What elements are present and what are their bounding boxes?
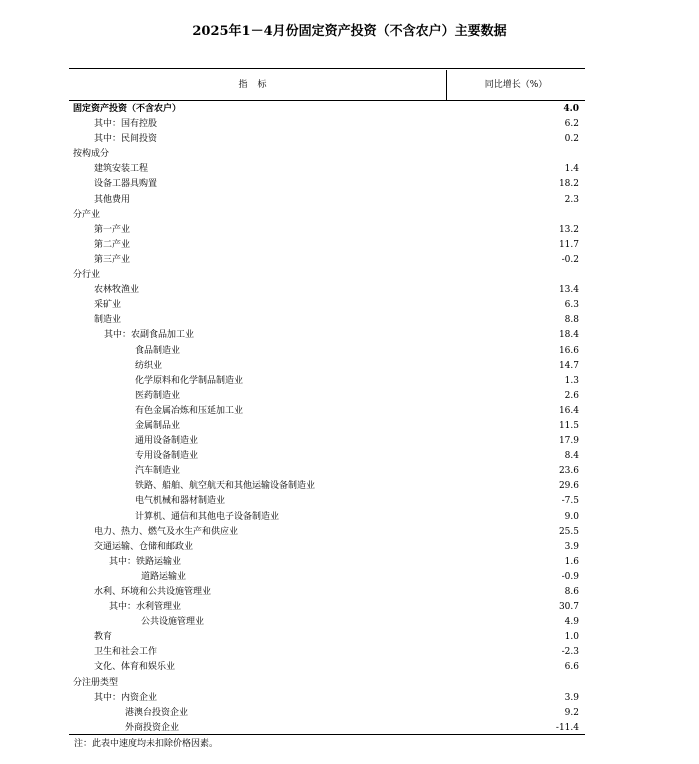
table-row bbox=[69, 298, 585, 313]
row-value: 29.6 bbox=[558, 481, 579, 492]
row-value: 16.4 bbox=[558, 405, 579, 416]
row-value: -0.2 bbox=[561, 254, 579, 265]
table-row bbox=[69, 147, 585, 162]
table-row bbox=[69, 389, 585, 404]
table-row bbox=[69, 117, 585, 132]
table-note: 注：此表中速度均未扣除价格因素。 bbox=[74, 739, 219, 749]
table-bottom-rule bbox=[69, 734, 585, 735]
page-title: 2025年1－4月份固定资产投资（不含农户）主要数据 bbox=[192, 24, 507, 39]
row-label: 其中：农副食品加工业 bbox=[104, 330, 195, 341]
row-value: 6.3 bbox=[564, 300, 579, 311]
table-row bbox=[69, 419, 585, 434]
row-value: 14.7 bbox=[558, 360, 579, 371]
table-row bbox=[69, 238, 585, 253]
row-label: 道路运输业 bbox=[141, 571, 187, 582]
row-value: 1.6 bbox=[564, 556, 579, 567]
header-indicator: 指标 bbox=[238, 80, 277, 90]
row-value: 16.6 bbox=[558, 345, 579, 356]
row-label: 纺织业 bbox=[135, 360, 163, 371]
table-row bbox=[69, 494, 585, 509]
row-value: -11.4 bbox=[555, 722, 579, 733]
table-row bbox=[69, 177, 585, 192]
table-row bbox=[69, 404, 585, 419]
row-label: 外商投资企业 bbox=[125, 722, 180, 733]
table-row bbox=[69, 630, 585, 645]
row-label: 化学原料和化学制品制造业 bbox=[135, 375, 244, 386]
row-value: 9.2 bbox=[564, 707, 579, 718]
row-label: 制造业 bbox=[94, 315, 122, 326]
table-row bbox=[69, 585, 585, 600]
row-value: 8.6 bbox=[564, 587, 579, 597]
table-row bbox=[69, 706, 585, 721]
row-label: 分注册类型 bbox=[73, 677, 119, 688]
row-label: 其中：民间投资 bbox=[94, 134, 158, 145]
row-label: 电气机械和器材制造业 bbox=[135, 496, 226, 507]
table-row bbox=[69, 479, 585, 494]
row-label: 其中：水利管理业 bbox=[109, 602, 182, 613]
row-value: 23.6 bbox=[558, 466, 579, 477]
row-label: 分行业 bbox=[73, 270, 101, 281]
row-value: 6.2 bbox=[564, 119, 579, 130]
row-label: 第一产业 bbox=[94, 224, 131, 235]
row-label: 汽车制造业 bbox=[135, 466, 181, 477]
row-label: 食品制造业 bbox=[135, 345, 181, 356]
table-row bbox=[69, 434, 585, 449]
row-value: 13.2 bbox=[558, 224, 579, 235]
row-value: 8.8 bbox=[564, 315, 579, 326]
table-row bbox=[69, 660, 585, 675]
row-label: 交通运输、仓储和邮政业 bbox=[94, 541, 194, 552]
row-value: 1.3 bbox=[564, 375, 579, 386]
row-value: 9.0 bbox=[564, 511, 579, 522]
row-label: 农林牧渔业 bbox=[94, 285, 140, 296]
row-label: 设备工器具购置 bbox=[94, 179, 158, 190]
row-value: 18.4 bbox=[558, 330, 579, 341]
row-value: -7.5 bbox=[561, 496, 579, 507]
row-label: 专用设备制造业 bbox=[135, 451, 199, 462]
row-value: 1.4 bbox=[564, 164, 579, 175]
table-row bbox=[69, 283, 585, 298]
row-value: -2.3 bbox=[561, 647, 579, 658]
row-value: 3.9 bbox=[564, 692, 579, 703]
row-label: 分产业 bbox=[73, 209, 101, 220]
row-value: 13.4 bbox=[558, 285, 579, 296]
row-value: -0.9 bbox=[561, 571, 579, 582]
row-label: 其中：国有控股 bbox=[94, 119, 158, 130]
row-value: 18.2 bbox=[558, 179, 579, 190]
row-value: 6.6 bbox=[564, 662, 579, 673]
table-row bbox=[69, 328, 585, 343]
table-row bbox=[69, 555, 585, 570]
table-header bbox=[69, 70, 585, 101]
row-label: 第二产业 bbox=[94, 239, 131, 250]
row-value: 1.0 bbox=[564, 632, 579, 643]
row-value: 2.6 bbox=[564, 390, 579, 401]
row-value: 11.7 bbox=[558, 239, 579, 250]
row-label: 教育 bbox=[94, 632, 113, 643]
table-row bbox=[69, 600, 585, 615]
row-label: 第三产业 bbox=[94, 254, 131, 265]
row-value: 0.2 bbox=[564, 134, 579, 145]
table-row bbox=[69, 676, 585, 691]
row-label: 卫生和社会工作 bbox=[94, 647, 158, 658]
table-row bbox=[69, 102, 585, 117]
row-label: 电力、热力、燃气及水生产和供应业 bbox=[94, 526, 239, 537]
table-row bbox=[69, 510, 585, 525]
row-label: 其他费用 bbox=[94, 194, 131, 205]
table-row bbox=[69, 344, 585, 359]
row-value: 2.3 bbox=[564, 194, 579, 205]
table-row bbox=[69, 449, 585, 464]
row-label: 文化、体育和娱乐业 bbox=[94, 662, 176, 673]
table-row bbox=[69, 268, 585, 283]
row-label: 有色金属冶炼和压延加工业 bbox=[135, 405, 244, 416]
header-growth: 同比增长（%） bbox=[484, 80, 548, 90]
row-label: 固定资产投资（不含农户） bbox=[73, 104, 182, 114]
row-label: 金属制品业 bbox=[135, 420, 181, 431]
row-value: 8.4 bbox=[564, 451, 579, 462]
row-value: 4.9 bbox=[564, 617, 579, 628]
row-label: 公共设施管理业 bbox=[141, 617, 205, 628]
row-label: 计算机、通信和其他电子设备制造业 bbox=[135, 511, 280, 522]
row-value: 17.9 bbox=[558, 436, 579, 447]
table-row bbox=[69, 570, 585, 585]
table-row bbox=[69, 540, 585, 555]
table-row bbox=[69, 208, 585, 223]
table-row bbox=[69, 464, 585, 479]
row-value: 4.0 bbox=[563, 104, 579, 114]
row-value: 30.7 bbox=[558, 602, 579, 613]
row-label: 港澳台投资企业 bbox=[125, 707, 189, 718]
row-value: 11.5 bbox=[558, 420, 579, 431]
table-row bbox=[69, 132, 585, 147]
row-label: 其中：内资企业 bbox=[94, 692, 158, 703]
table-header-rule bbox=[69, 100, 585, 101]
row-label: 其中：铁路运输业 bbox=[109, 556, 182, 567]
row-label: 按构成分 bbox=[73, 149, 110, 160]
row-label: 医药制造业 bbox=[135, 390, 181, 401]
row-label: 铁路、船舶、航空航天和其他运输设备制造业 bbox=[135, 481, 316, 492]
table-row bbox=[69, 525, 585, 540]
table-body bbox=[69, 102, 585, 736]
table-row bbox=[69, 162, 585, 177]
row-label: 通用设备制造业 bbox=[135, 436, 199, 447]
table-row bbox=[69, 691, 585, 706]
table-row bbox=[69, 374, 585, 389]
table-row bbox=[69, 313, 585, 328]
table-row bbox=[69, 253, 585, 268]
row-label: 建筑安装工程 bbox=[94, 164, 149, 175]
row-value: 25.5 bbox=[558, 526, 579, 537]
table-top-rule bbox=[69, 68, 585, 69]
table-row bbox=[69, 645, 585, 660]
row-label: 采矿业 bbox=[94, 300, 122, 311]
row-value: 3.9 bbox=[564, 541, 579, 552]
table-row bbox=[69, 359, 585, 374]
table-row bbox=[69, 615, 585, 630]
table-row bbox=[69, 223, 585, 238]
row-label: 水利、环境和公共设施管理业 bbox=[94, 587, 212, 597]
table-row bbox=[69, 193, 585, 208]
